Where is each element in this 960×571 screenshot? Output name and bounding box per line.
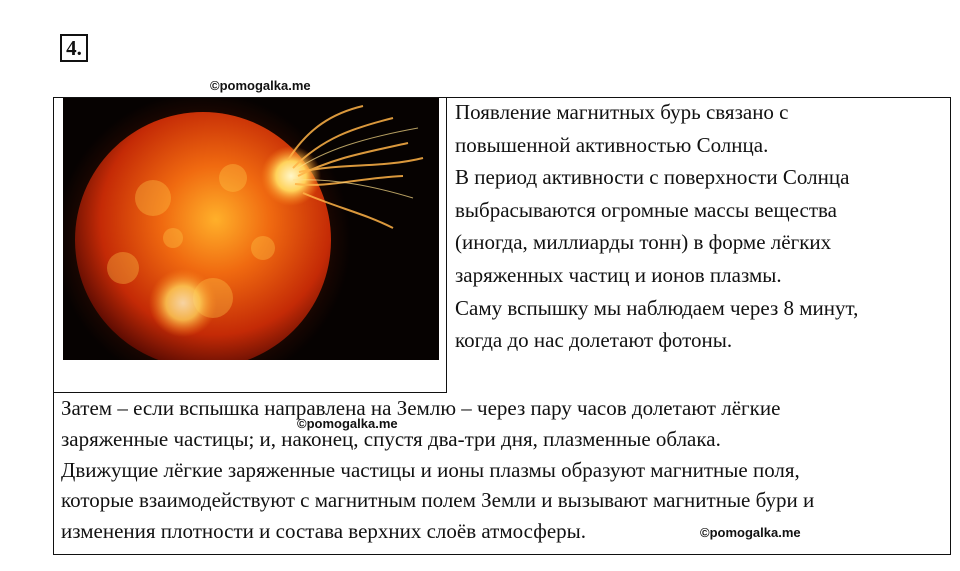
text-line: В период активности с поверхности Солнца — [455, 165, 850, 190]
watermark-top: ©pomogalka.me — [210, 78, 311, 93]
text-line: изменения плотности и состава верхних слоёв атмосферы. — [61, 519, 587, 544]
text-line: повышенной активностью Солнца. — [455, 132, 769, 157]
text-line: выбрасываются огромные массы вещества — [455, 197, 837, 222]
text-line: которые взаимодействуют с магнитным полем Земли и вызывают магнитные бури и — [61, 488, 815, 513]
text-line: Затем – если вспышка направлена на Землю – через пару часов долетают лёгкие — [61, 396, 781, 420]
bottom-paragraph — [61, 393, 941, 547]
text-line: Движущие лёгкие заряженные частицы и ионы плазмы образуют магнитные поля, — [61, 457, 800, 482]
text-line: Появление магнитных бурь связано с — [455, 100, 789, 124]
right-paragraph — [455, 96, 945, 357]
text-line: заряженные частицы; и, наконец, спустя два-три дня, плазменные облака. — [61, 426, 721, 451]
sun-image — [63, 98, 439, 360]
text-line: Саму вспышку мы наблюдаем через 8 минут, — [455, 295, 859, 320]
text-line: заряженных частиц и ионов плазмы. — [455, 262, 782, 287]
task-number: 4. — [60, 34, 88, 62]
text-line: когда до нас долетают фотоны. — [455, 328, 733, 353]
watermark-bottom: ©pomogalka.me — [700, 525, 801, 540]
text-line: (иногда, миллиарды тонн) в форме лёгких — [455, 230, 832, 255]
sun-illustration — [63, 98, 439, 360]
watermark-middle: ©pomogalka.me — [297, 416, 398, 431]
